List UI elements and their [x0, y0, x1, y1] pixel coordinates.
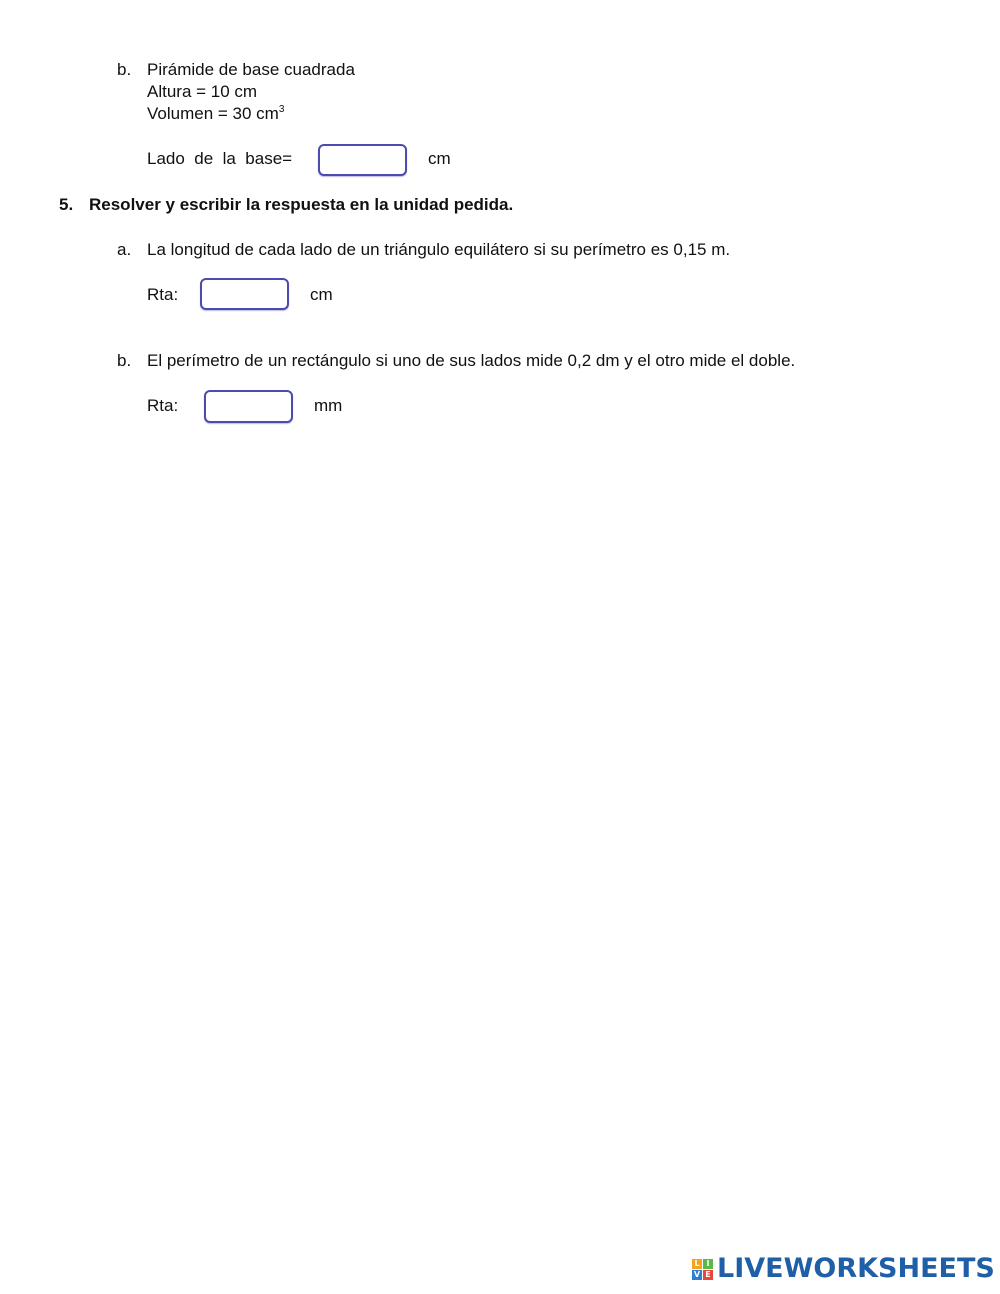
item-b-marker: b.: [117, 60, 132, 79]
liveworksheets-logo-text: LIVEWORKSHEETS: [717, 1253, 995, 1284]
q5a-text: La longitud de cada lado de un triángulo equilátero si su perímetro es 0,15 m.: [147, 240, 731, 259]
logo-mark-e: E: [703, 1270, 713, 1280]
question5-number: 5.: [59, 195, 74, 214]
item-b-volume: [147, 104, 284, 124]
q5b-text: El perímetro de un rectángulo si uno de sus lados mide 0,2 dm y el otro mide el doble.: [147, 351, 796, 370]
item-b-height: Altura = 10 cm: [147, 82, 258, 101]
item-b-answer-label: Lado de la base=: [147, 149, 293, 168]
item-b-volume-exponent: 3: [278, 104, 285, 115]
liveworksheets-logo-mark: [692, 1259, 713, 1280]
item-b-answer-unit: cm: [428, 149, 451, 168]
q5b-answer-unit: mm: [314, 396, 343, 415]
item-b-title: Pirámide de base cuadrada: [147, 60, 355, 79]
q5a-answer-unit: cm: [310, 285, 333, 304]
q5a-answer-label: Rta:: [147, 285, 179, 304]
logo-mark-i: I: [703, 1259, 713, 1269]
liveworksheets-logo: [692, 1254, 995, 1284]
q5a-marker: a.: [117, 240, 132, 259]
q5a-answer-input[interactable]: [200, 278, 289, 310]
q5b-marker: b.: [117, 351, 132, 370]
q5b-answer-input[interactable]: [204, 390, 293, 423]
logo-mark-l: L: [692, 1259, 702, 1269]
item-b-answer-input[interactable]: [318, 144, 407, 176]
q5b-answer-label: Rta:: [147, 396, 179, 415]
question5-instruction: Resolver y escribir la respuesta en la unidad pedida.: [89, 195, 514, 214]
logo-mark-v: V: [693, 1269, 701, 1279]
item-b-volume-text: Volumen = 30 cm: [147, 104, 279, 123]
